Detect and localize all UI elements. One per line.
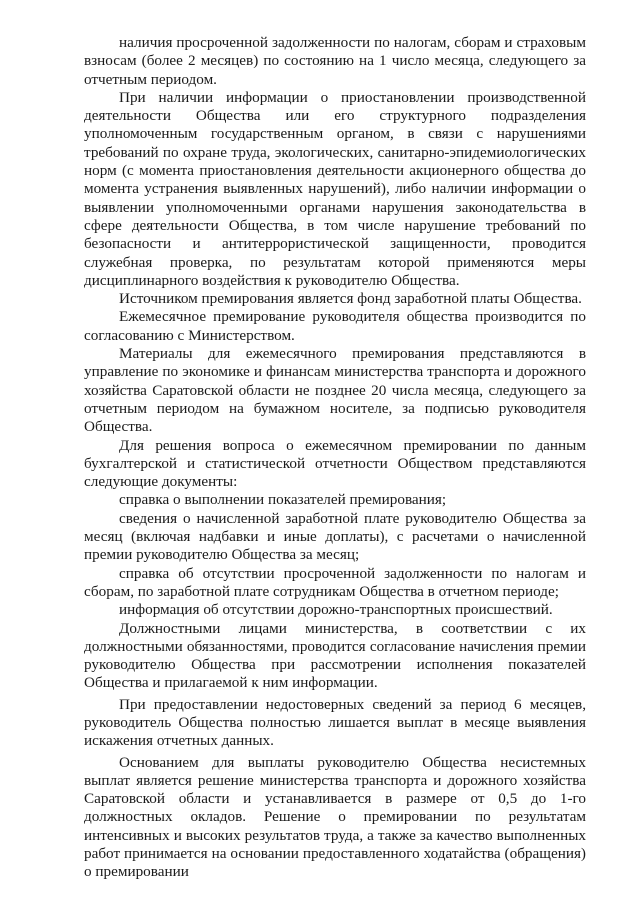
paragraph-suspension-info: При наличии информации о приостановлении производственной деятельности Общества или его структурного подразделения уполномоченным государственным органом, в связи с нарушениями требований по охране труда, экологических, санитарно-эпидемиологических норм (с момента приостановления деятельности акционерного общества до момента устранения выявленных нарушений), либо наличии информации о выявлении уполномоченными органами нарушения законодательства в сфере деятельности Общества, в том числе нарушение требований по безопасности и антитеррористической защищенности, проводится служебная проверка, по результатам которой применяются меры дисциплинарного воздействия к руководителю Общества.	[84, 88, 586, 289]
paragraph-nonsystem-payments: Основанием для выплаты руководителю Общества несистемных выплат является решение министерства транспорта и дорожного хозяйства Саратовской области и устанавливается в размере от 0,5 до 1-го должностных окладов. Решение о премировании по результатам интенсивных и высоких результатов труда, а также за качество выполненных работ принимается на основании предоставленного ходатайства (обращения) о премировании	[84, 753, 586, 881]
list-item-no-accidents: информация об отсутствии дорожно-транспортных происшествий.	[119, 601, 553, 619]
paragraph-bonus-source: Источником премирования является фонд заработной платы Общества.	[119, 290, 582, 308]
paragraph-false-data: При предоставлении недостоверных сведений за период 6 месяцев, руководитель Общества полностью лишается выплат в месяце выявления искажения отчетных данных.	[84, 695, 586, 750]
list-item-indicators-report: справка о выполнении показателей премирования;	[119, 491, 447, 509]
paragraph-monthly-bonus: Ежемесячное премирование руководителя общества производится по согласованию с Министерством.	[84, 308, 586, 344]
paragraph-documents-intro: Для решения вопроса о ежемесячном премировании по данным бухгалтерской и статистической отчетности Обществом представляются следующие документы:	[84, 436, 586, 491]
paragraph-materials: Материалы для ежемесячного премирования представляются в управление по экономике и финансам министерства транспорта и дорожного хозяйства Саратовской области не позднее 20 числа месяца, следующего за отчетным периодом на бумажном носителе, за подписью руководителя Общества.	[84, 345, 586, 436]
list-item-salary-info: сведения о начисленной заработной плате руководителю Общества за месяц (включая надбавки и иные доплаты), с расчетами о начисленной премии руководителю Общества за месяц;	[84, 509, 586, 564]
list-item-no-debt-report: справка об отсутствии просроченной задолженности по налогам и сборам, по заработной плате сотрудникам Общества в отчетном периоде;	[84, 564, 586, 600]
paragraph-officials-approval: Должностными лицами министерства, в соответствии с их должностными обязанностями, проводится согласование начисления премии руководителю Общества при рассмотрении исполнения показателей Общества и прилагаемой к ним информации.	[84, 619, 586, 692]
paragraph-continuation: наличия просроченной задолженности по налогам, сборам и страховым взносам (более 2 месяцев) по состоянию на 1 число месяца, следующего за отчетным периодом.	[84, 34, 586, 88]
document-page	[84, 34, 586, 882]
